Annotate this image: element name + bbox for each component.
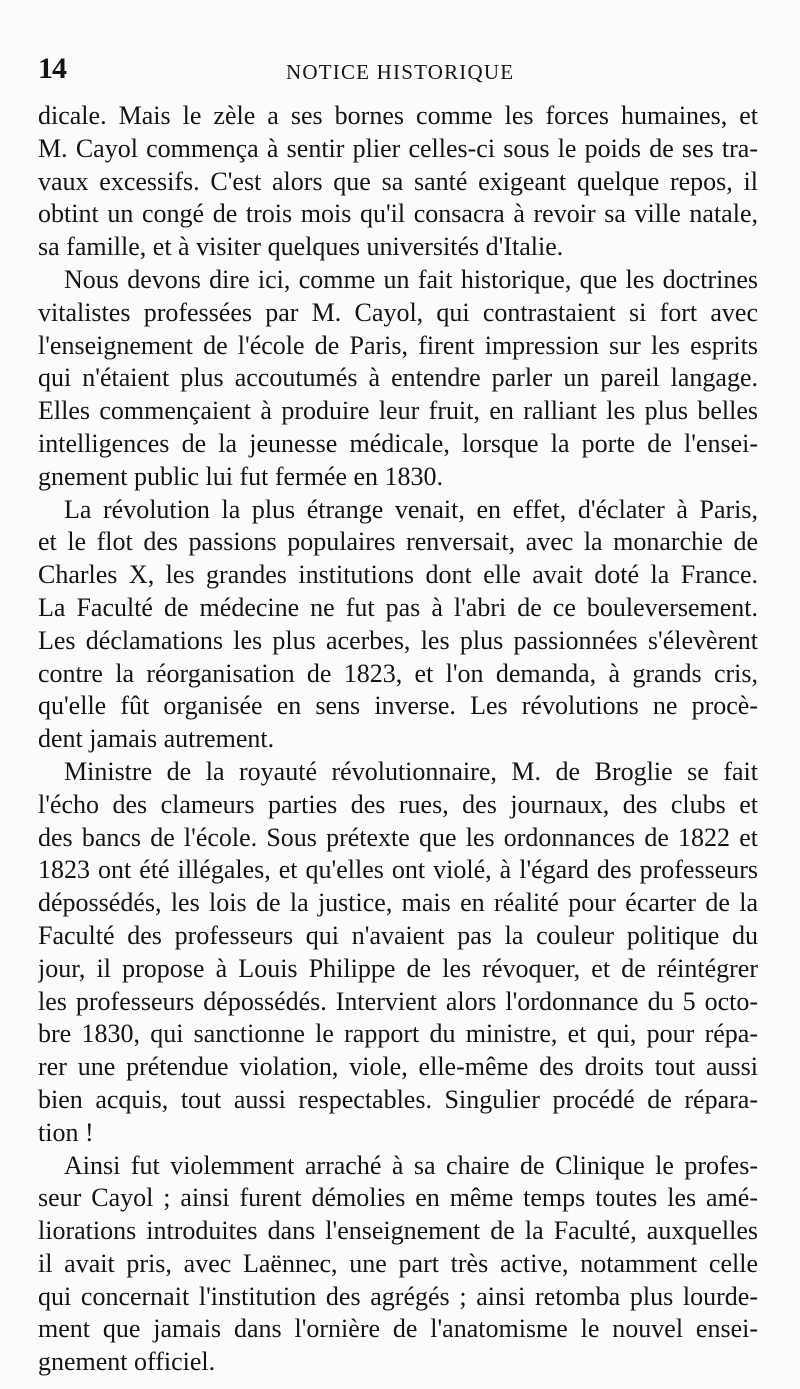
text-line: Faculté des professeurs qui n'avaient pas la couleur politique du [38,920,758,950]
text-line: La révolution la plus étrange venait, en effet, d'éclater à Paris, [64,494,758,524]
text-line: dent jamais autrement. [38,724,275,754]
body-text [38,100,758,1379]
running-title: NOTICE HISTORIQUE [286,60,515,84]
text-line: Les déclamations les plus acerbes, les plus passionnées s'élevèrent [38,625,758,655]
text-line: et le flot des passions populaires renversait, avec la monarchie de [38,527,758,557]
text-line: obtint un congé de trois mois qu'il consacra à revoir sa ville natale, [38,199,758,229]
page-header [38,52,758,92]
text-line: Ainsi fut violemment arraché à sa chaire de Clinique le profes- [64,1150,758,1180]
text-line: Nous devons dire ici, comme un fait historique, que les doctrines [64,264,758,294]
text-line: rer une prétendue violation, viole, elle-même des droits tout aussi [38,1052,758,1082]
text-line: qui concernait l'institution des agrégés ; ainsi retomba plus lourde- [38,1281,758,1311]
text-line: qu'elle fût organisée en sens inverse. Les révolutions ne procè- [38,691,758,721]
text-line: ment que jamais dans l'ornière de l'anatomisme le nouvel ensei- [38,1314,758,1344]
text-line: les professeurs dépossédés. Intervient alors l'ordonnance du 5 octo- [38,986,758,1016]
text-line: jour, il propose à Louis Philippe de les révoquer, et de réintégrer [38,953,758,983]
text-line: liorations introduites dans l'enseignement de la Faculté, auxquelles [38,1216,758,1246]
text-line: qui n'étaient plus accoutumés à entendre parler un pareil langage. [38,363,758,393]
text-line: il avait pris, avec Laënnec, une part très active, notamment celle [38,1248,758,1278]
text-line: l'enseignement de l'école de Paris, firent impression sur les esprits [38,330,758,360]
text-line: vaux excessifs. C'est alors que sa santé exigeant quelque repos, il [38,166,758,196]
text-line: Ministre de la royauté révolutionnaire, M. de Broglie se fait [64,756,758,786]
text-line: La Faculté de médecine ne fut pas à l'abri de ce bouleversement. [38,592,758,622]
text-line: gnement officiel. [38,1347,216,1377]
text-line: seur Cayol ; ainsi furent démolies en même temps toutes les amé- [38,1183,758,1213]
text-line: l'écho des clameurs parties des rues, des journaux, des clubs et [38,789,758,819]
text-line: dicale. Mais le zèle a ses bornes comme les forces humaines, et [38,101,758,130]
text-line: 1823 ont été illégales, et qu'elles ont violé, à l'égard des professeurs [38,855,758,885]
text-line: Charles X, les grandes institutions dont elle avait doté la France. [38,560,758,590]
text-line: contre la réorganisation de 1823, et l'on demanda, à grands cris, [38,658,758,688]
text-line: M. Cayol commença à sentir plier celles-ci sous le poids de ses tra- [38,133,758,163]
text-line: dépossédés, les lois de la justice, mais en réalité pour écarter de la [38,888,758,918]
text-line: des bancs de l'école. Sous prétexte que les ordonnances de 1822 et [38,822,758,852]
text-line: Elles commençaient à produire leur fruit, en ralliant les plus belles [38,396,758,426]
page-number: 14 [38,52,66,85]
text-line: sa famille, et à visiter quelques universités d'Italie. [38,232,564,262]
text-line: intelligences de la jeunesse médicale, lorsque la porte de l'ensei- [38,428,758,458]
text-line: bien acquis, tout aussi respectables. Singulier procédé de répara- [38,1084,758,1114]
text-line: bre 1830, qui sanctionne le rapport du ministre, et qui, pour répa- [38,1019,758,1049]
text-line: vitalistes professées par M. Cayol, qui contrastaient si fort avec [38,297,758,327]
text-line: gnement public lui fut fermée en 1830. [38,461,444,491]
text-line: tion ! [38,1117,94,1147]
